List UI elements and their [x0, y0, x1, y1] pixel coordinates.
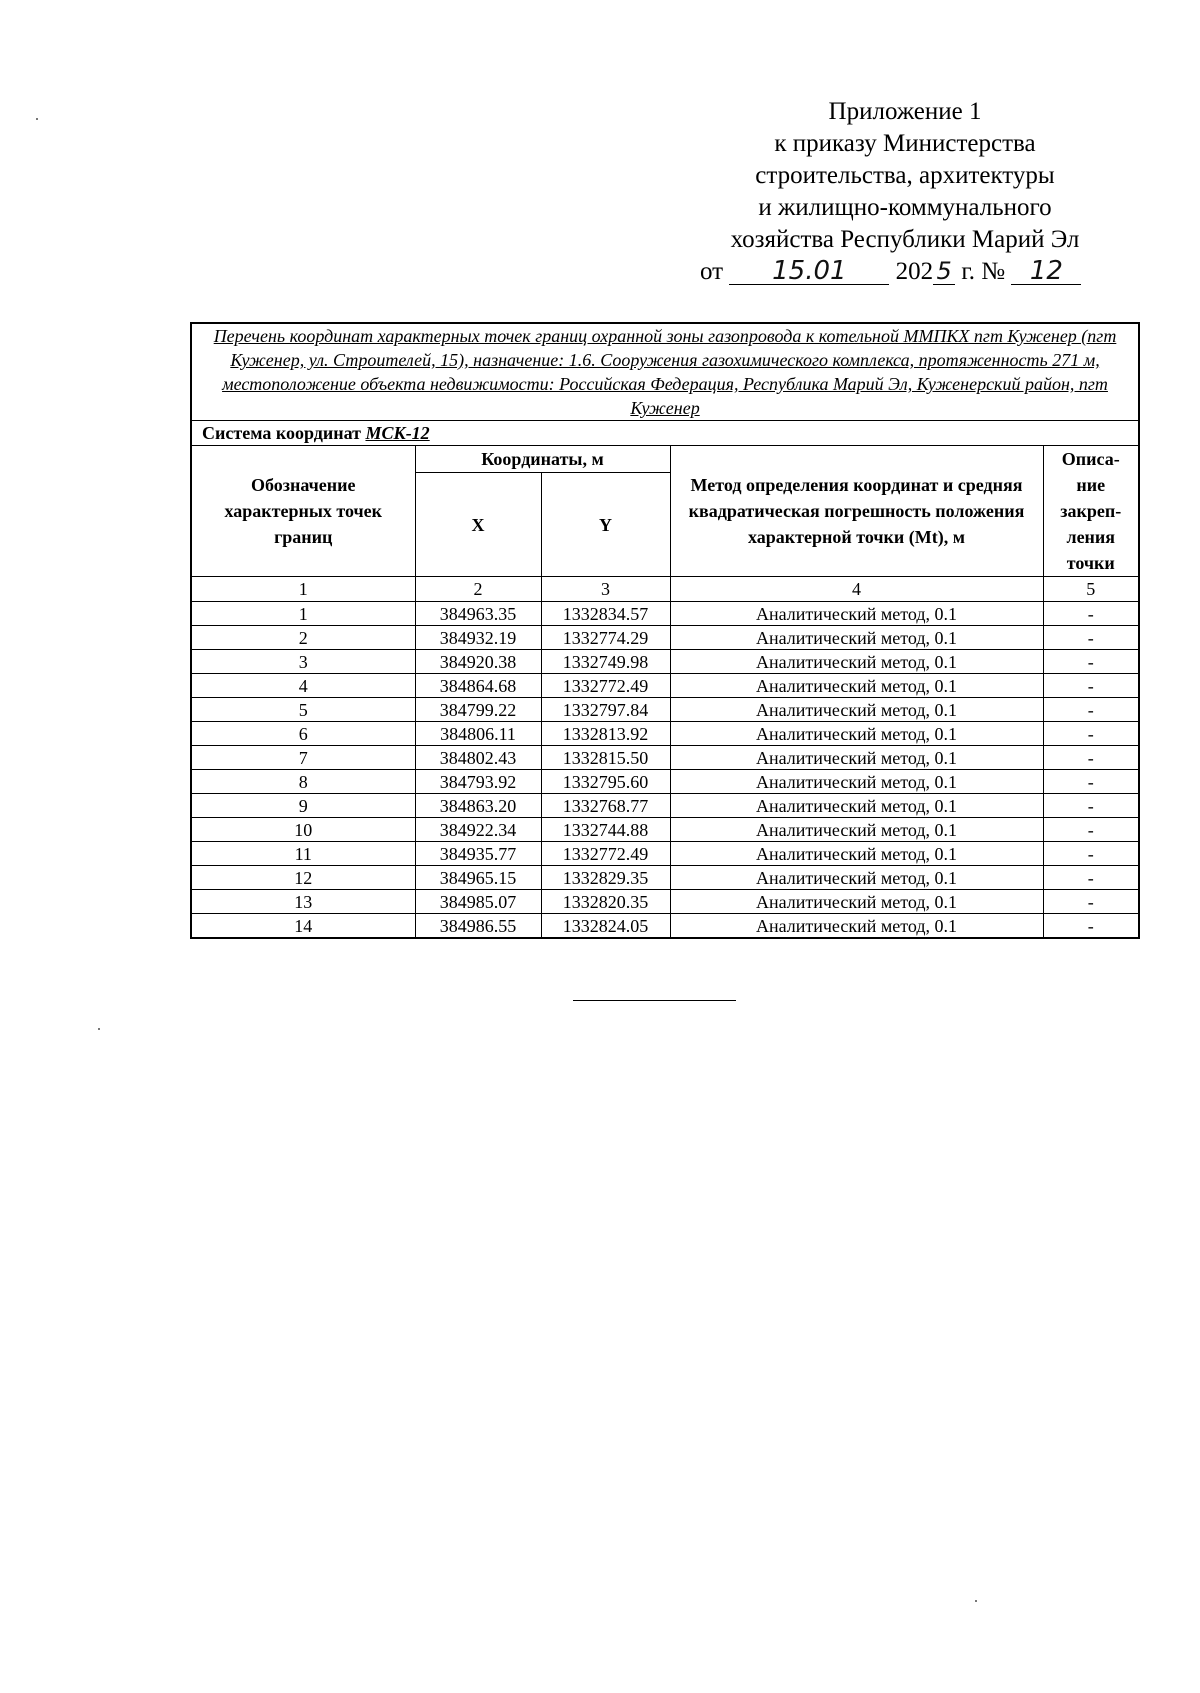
y-coordinate: 1332813.92	[541, 722, 670, 746]
scan-speck	[98, 1028, 100, 1030]
header-coordinates: Координаты, м	[415, 446, 670, 473]
method-cell: Аналитический метод, 0.1	[670, 746, 1043, 770]
fixing-description: -	[1043, 890, 1139, 914]
fixing-description: -	[1043, 722, 1139, 746]
x-coordinate: 384802.43	[415, 746, 541, 770]
x-coordinate: 384793.92	[415, 770, 541, 794]
method-cell: Аналитический метод, 0.1	[670, 794, 1043, 818]
fixing-description: -	[1043, 746, 1139, 770]
scan-speck	[975, 1600, 977, 1602]
order-date-handwritten: 15.01	[729, 258, 889, 285]
method-cell: Аналитический метод, 0.1	[670, 914, 1043, 939]
table-title: Перечень координат характерных точек границ охранной зоны газопровода к котельной ММПКХ пгт Кужeнер (пгт Кужeнер, ул. Строителей, 15), назначение: 1.6. Сооружения газохимического комплекса, протяженность 271 м, местоположение объекта недвижимости: Российская Федерация, Республика Марий Эл, Кужeнерский район, пгт Кужeнер	[191, 323, 1139, 421]
point-number: 12	[191, 866, 415, 890]
table-row	[191, 842, 1139, 866]
table-row	[191, 698, 1139, 722]
header-x: X	[415, 473, 541, 577]
table-row	[191, 914, 1139, 939]
point-number: 8	[191, 770, 415, 794]
y-coordinate: 1332772.49	[541, 842, 670, 866]
x-coordinate: 384806.11	[415, 722, 541, 746]
table-row	[191, 650, 1139, 674]
column-number: 4	[670, 577, 1043, 602]
header-y: Y	[541, 473, 670, 577]
y-coordinate: 1332829.35	[541, 866, 670, 890]
column-number: 3	[541, 577, 670, 602]
x-coordinate: 384864.68	[415, 674, 541, 698]
point-number: 6	[191, 722, 415, 746]
order-year-prefix: 202	[895, 258, 934, 285]
column-number: 1	[191, 577, 415, 602]
table-row	[191, 818, 1139, 842]
column-number: 2	[415, 577, 541, 602]
point-number: 14	[191, 914, 415, 939]
y-coordinate: 1332834.57	[541, 602, 670, 626]
method-cell: Аналитический метод, 0.1	[670, 842, 1043, 866]
coordinate-system-name: МСК-12	[365, 422, 430, 443]
fixing-description: -	[1043, 770, 1139, 794]
x-coordinate: 384963.35	[415, 602, 541, 626]
table-title-row	[191, 323, 1139, 421]
x-coordinate: 384935.77	[415, 842, 541, 866]
header-method: Метод определения координат и средняя квадратическая погрешность положения характерной точки (Mt), м	[670, 446, 1043, 577]
method-cell: Аналитический метод, 0.1	[670, 674, 1043, 698]
table-row	[191, 770, 1139, 794]
ministry-line-2: и жилищно-коммунального	[758, 194, 1052, 221]
order-year-suffix: г. №	[961, 258, 1006, 285]
y-coordinate: 1332820.35	[541, 890, 670, 914]
y-coordinate: 1332744.88	[541, 818, 670, 842]
ministry-line-3: хозяйства Республики Марий Эл	[730, 226, 1080, 253]
order-prefix: от	[700, 258, 724, 285]
fixing-description: -	[1043, 866, 1139, 890]
ministry-line-1: строительства, архитектуры	[755, 162, 1055, 189]
table-row	[191, 602, 1139, 626]
header-fixing-description: Описа-ние закреп-ления точки	[1043, 446, 1139, 577]
y-coordinate: 1332795.60	[541, 770, 670, 794]
closing-line	[573, 1000, 736, 1001]
x-coordinate: 384986.55	[415, 914, 541, 939]
table-row	[191, 794, 1139, 818]
coordinate-system-row	[191, 421, 1139, 446]
point-number: 11	[191, 842, 415, 866]
fixing-description: -	[1043, 794, 1139, 818]
method-cell: Аналитический метод, 0.1	[670, 818, 1043, 842]
point-number: 10	[191, 818, 415, 842]
method-cell: Аналитический метод, 0.1	[670, 770, 1043, 794]
header-point-designation: Обозначение характерных точек границ	[191, 446, 415, 577]
fixing-description: -	[1043, 602, 1139, 626]
x-coordinate: 384920.38	[415, 650, 541, 674]
point-number: 2	[191, 626, 415, 650]
order-date-number-line	[690, 256, 1120, 288]
coordinate-system-label: Система координат	[202, 422, 361, 443]
method-cell: Аналитический метод, 0.1	[670, 650, 1043, 674]
table-row	[191, 626, 1139, 650]
x-coordinate: 384965.15	[415, 866, 541, 890]
fixing-description: -	[1043, 674, 1139, 698]
method-cell: Аналитический метод, 0.1	[670, 722, 1043, 746]
order-reference-line: к приказу Министерства	[774, 130, 1036, 157]
point-number: 5	[191, 698, 415, 722]
y-coordinate: 1332749.98	[541, 650, 670, 674]
coordinate-rows	[191, 602, 1139, 939]
point-number: 3	[191, 650, 415, 674]
header-row-1	[191, 446, 1139, 473]
coordinate-system	[191, 421, 1139, 446]
y-coordinate: 1332815.50	[541, 746, 670, 770]
order-year-digit-handwritten: 5	[933, 258, 955, 285]
point-number: 4	[191, 674, 415, 698]
fixing-description: -	[1043, 698, 1139, 722]
column-number-row	[191, 577, 1139, 602]
y-coordinate: 1332774.29	[541, 626, 670, 650]
method-cell: Аналитический метод, 0.1	[670, 866, 1043, 890]
method-cell: Аналитический метод, 0.1	[670, 602, 1043, 626]
table-row	[191, 722, 1139, 746]
method-cell: Аналитический метод, 0.1	[670, 698, 1043, 722]
fixing-description: -	[1043, 914, 1139, 939]
table-row	[191, 890, 1139, 914]
column-number: 5	[1043, 577, 1139, 602]
fixing-description: -	[1043, 650, 1139, 674]
coordinates-table	[190, 322, 1140, 939]
appendix-title: Приложение 1	[828, 98, 982, 125]
x-coordinate: 384863.20	[415, 794, 541, 818]
scan-speck	[36, 118, 38, 120]
appendix-header	[690, 96, 1120, 288]
order-number-handwritten: 12	[1011, 258, 1081, 285]
y-coordinate: 1332824.05	[541, 914, 670, 939]
x-coordinate: 384985.07	[415, 890, 541, 914]
method-cell: Аналитический метод, 0.1	[670, 626, 1043, 650]
x-coordinate: 384799.22	[415, 698, 541, 722]
method-cell: Аналитический метод, 0.1	[670, 890, 1043, 914]
table-row	[191, 866, 1139, 890]
table-row	[191, 674, 1139, 698]
x-coordinate: 384922.34	[415, 818, 541, 842]
point-number: 1	[191, 602, 415, 626]
point-number: 7	[191, 746, 415, 770]
fixing-description: -	[1043, 842, 1139, 866]
fixing-description: -	[1043, 626, 1139, 650]
y-coordinate: 1332768.77	[541, 794, 670, 818]
point-number: 9	[191, 794, 415, 818]
x-coordinate: 384932.19	[415, 626, 541, 650]
y-coordinate: 1332797.84	[541, 698, 670, 722]
fixing-description: -	[1043, 818, 1139, 842]
table-row	[191, 746, 1139, 770]
point-number: 13	[191, 890, 415, 914]
y-coordinate: 1332772.49	[541, 674, 670, 698]
